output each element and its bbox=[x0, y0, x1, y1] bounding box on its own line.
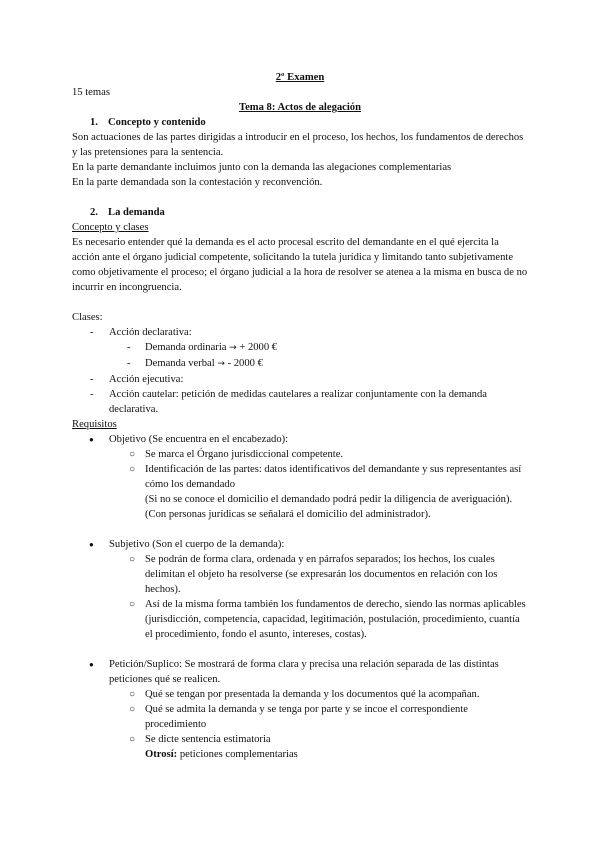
class-declarativa bbox=[72, 325, 528, 372]
otrosi-line bbox=[145, 747, 528, 762]
topic-title: Tema 8: Actos de alegación bbox=[238, 102, 361, 113]
otrosi-label: Otrosí: bbox=[145, 749, 178, 760]
concept-heading: Concepto y clases bbox=[72, 222, 149, 233]
req-peticion-title: Petición/Suplico: Se mostrará de forma clara y precisa una relación separada de las distintas peticiones qué se realicen. bbox=[109, 659, 499, 685]
peticion-item-3-text: Se dicte sentencia estimatoria bbox=[145, 734, 271, 745]
otrosi-text: peticiones complementarias bbox=[177, 749, 298, 760]
subjetivo-sublist bbox=[109, 552, 528, 642]
section-1-paragraph-3: En la parte demandada son la contestación y reconvención. bbox=[72, 177, 323, 188]
class-cautelar: - Acción cautelar: petición de medidas cautelares a realizar conjuntamente con la demanda declarativa. bbox=[72, 387, 528, 417]
demanda-ordinaria-label: Demanda ordinaria bbox=[145, 342, 227, 353]
section-1-paragraph-2: En la parte demandante incluimos junto con la demanda las alegaciones complementarias bbox=[72, 162, 452, 173]
section-1-heading bbox=[90, 115, 528, 130]
topics-count: 15 temas bbox=[72, 87, 110, 98]
req-peticion bbox=[72, 657, 528, 762]
requirements-heading: Requisitos bbox=[72, 419, 117, 430]
objetivo-item-1: ○ Se marca el Órgano jurisdiccional competente. bbox=[109, 447, 528, 462]
class-ejecutiva: - Acción ejecutiva: bbox=[72, 372, 528, 387]
req-subjetivo-title: Subjetivo (Son el cuerpo de la demanda): bbox=[109, 539, 285, 550]
requirements-list bbox=[72, 432, 528, 762]
section-1-title: Concepto y contenido bbox=[108, 117, 206, 128]
section-1-paragraph-1: Son actuaciones de las partes dirigidas a introducir en el proceso, los hechos, los fundamentos de derechos y las pretensiones para la sentencia. bbox=[72, 132, 524, 158]
classes-label: Clases: bbox=[72, 312, 103, 323]
classes-list bbox=[72, 325, 528, 417]
demanda-verbal-label: Demanda verbal bbox=[145, 358, 215, 369]
concept-text: Es necesario entender qué la demanda es el acto procesal escrito del demandante en el qué ejercita la acción ante el órgano judicial competente, solicitando la tutela jurídica y limitando tanto subjetivamente como objetivamente el proceso; el órgano judicial a la hora de resolver se atenea a la misma en busca de no incurrir en incongruencia. bbox=[72, 237, 528, 293]
arrow-right-icon: → bbox=[217, 359, 225, 369]
req-objetivo-title: Objetivo (Se encuentra en el encabezado): bbox=[109, 434, 289, 445]
demanda-ordinaria-amount: + 2000 € bbox=[239, 342, 278, 353]
subjetivo-item-2: ○ Así de la misma forma también los fundamentos de derecho, siendo las normas aplicables (jurisdicción, competencia, capacidad, legitimación, postulación, procedimiento, cuantía el procedimiento, fondo el asunto, intereses, costas). bbox=[109, 597, 528, 642]
section-1-number: 1. bbox=[90, 117, 98, 128]
demanda-verbal bbox=[72, 356, 528, 372]
objetivo-item-2 bbox=[109, 462, 528, 522]
peticion-item-2: ○ Qué se admita la demanda y se tenga por parte y se incoe el correspondiente procedimiento bbox=[109, 702, 528, 732]
class-declarativa-label: Acción declarativa: bbox=[109, 327, 192, 338]
demanda-verbal-amount: - 2000 € bbox=[227, 358, 263, 369]
arrow-right-icon: → bbox=[229, 343, 237, 353]
section-2-number: 2. bbox=[90, 207, 98, 218]
declarativa-sublist bbox=[72, 340, 528, 372]
subjetivo-item-1: ○ Se podrán de forma clara, ordenada y en párrafos separados; los hechos, los cuales delimitan el objeto ha resolverse (se expresarán los documentos en relación con los hechos). bbox=[109, 552, 528, 597]
req-subjetivo bbox=[72, 537, 528, 657]
req-objetivo bbox=[72, 432, 528, 537]
objetivo-item-2-text: Identificación de las partes: datos identificativos del demandante y sus representantes así cómo los demandado bbox=[145, 464, 522, 490]
peticion-item-1: ○ Qué se tengan por presentada la demanda y los documentos qué la acompañan. bbox=[109, 687, 528, 702]
exam-title: 2º Examen bbox=[275, 72, 325, 83]
peticion-item-3 bbox=[109, 732, 528, 762]
objetivo-sublist bbox=[109, 447, 528, 522]
section-2-title: La demanda bbox=[108, 207, 165, 218]
document-page bbox=[72, 70, 528, 762]
peticion-sublist bbox=[109, 687, 528, 762]
demanda-ordinaria bbox=[72, 340, 528, 356]
section-2-heading bbox=[90, 205, 528, 220]
objetivo-note-1: (Si no se conoce el domicilio el demandado podrá pedir la diligencia de averiguación). bbox=[145, 494, 513, 505]
objetivo-note-2: (Con personas jurídicas se señalará el domicilio del administrador). bbox=[145, 509, 431, 520]
